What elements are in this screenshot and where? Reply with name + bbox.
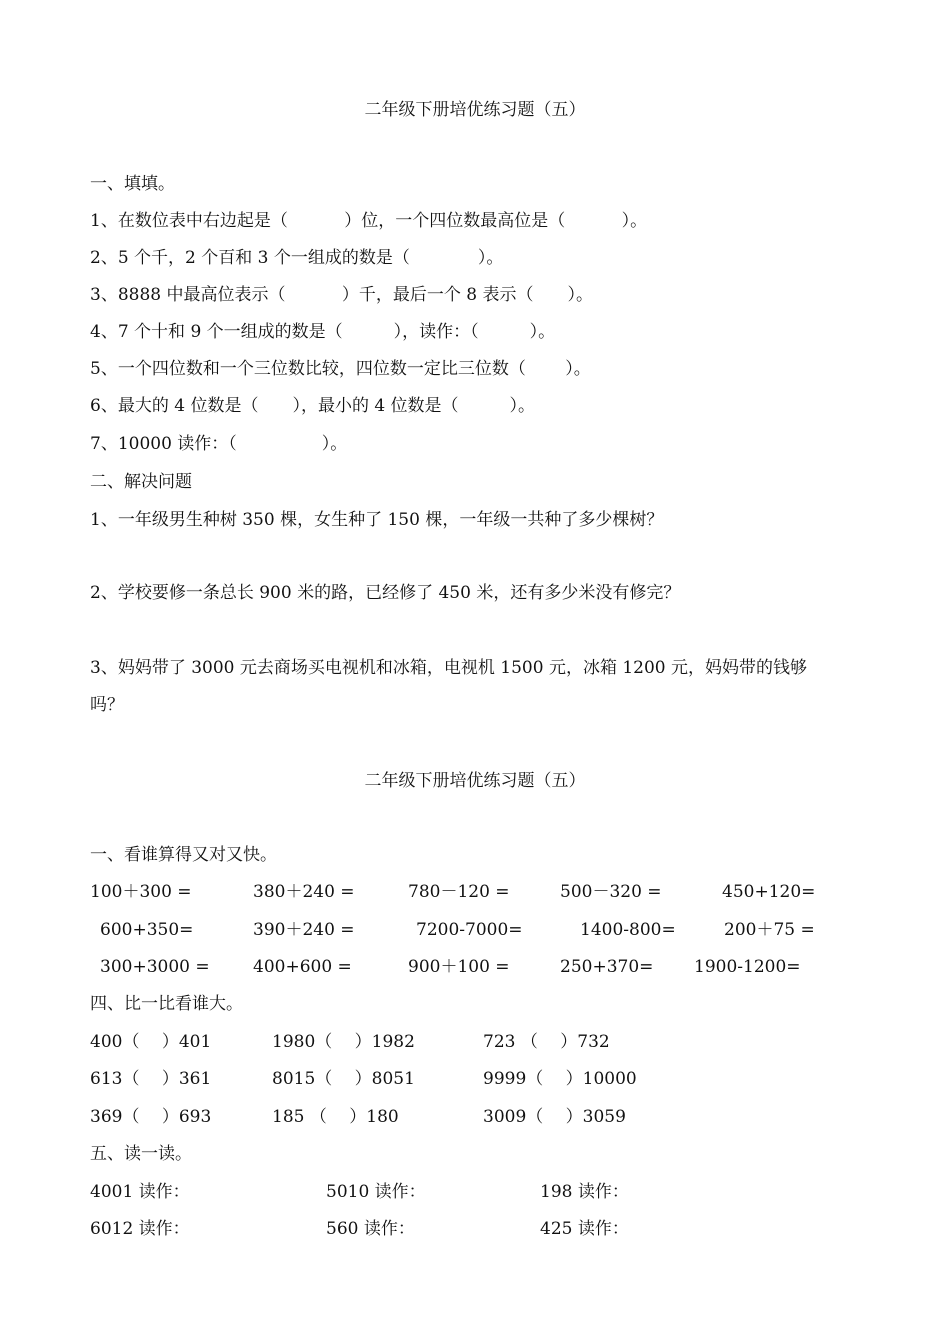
calc-item: 1900-1200= xyxy=(694,957,801,977)
compare-item: 185 （ ）180 xyxy=(272,1107,399,1127)
calc-item: 390＋240 = xyxy=(253,920,355,940)
worksheet-title-1: 二年级下册培优练习题（五） xyxy=(364,100,586,120)
calc-item: 300+3000 = xyxy=(100,957,210,977)
read-item: 4001 读作： xyxy=(90,1182,190,1202)
compare-item: 3009（ ）3059 xyxy=(483,1107,626,1127)
fill-item-3: 3、8888 中最高位表示（ ）千，最后一个 8 表示（ ）。 xyxy=(90,285,594,305)
fill-item-5: 5、一个四位数和一个三位数比较，四位数一定比三位数（ ）。 xyxy=(90,359,591,379)
problem-3-continued: 吗？ xyxy=(90,695,124,715)
calc-item: 450+120= xyxy=(722,882,816,902)
fill-item-1: 1、在数位表中右边起是（ ）位，一个四位数最高位是（ ）。 xyxy=(90,211,648,231)
read-item: 5010 读作： xyxy=(326,1182,426,1202)
calc-heading: 一、看谁算得又对又快。 xyxy=(90,845,277,865)
read-item: 198 读作： xyxy=(540,1182,629,1202)
calc-item: 900＋100 = xyxy=(408,957,510,977)
part2-heading: 二、解决问题 xyxy=(90,472,192,492)
worksheet-title-2: 二年级下册培优练习题（五） xyxy=(364,771,586,791)
read-item: 6012 读作： xyxy=(90,1219,190,1239)
read-item: 560 读作： xyxy=(326,1219,415,1239)
problem-2: 2、学校要修一条总长 900 米的路，已经修了 450 米，还有多少米没有修完？ xyxy=(90,583,681,603)
problem-1: 1、一年级男生种树 350 棵，女生种了 150 棵，一年级一共种了多少棵树？ xyxy=(90,510,664,530)
fill-item-2: 2、5 个千，2 个百和 3 个一组成的数是（ ）。 xyxy=(90,248,504,268)
compare-item: 400（ ）401 xyxy=(90,1032,212,1052)
fill-item-6: 6、最大的 4 位数是（ ），最小的 4 位数是（ ）。 xyxy=(90,396,536,416)
calc-item: 1400-800= xyxy=(580,920,676,940)
fill-item-4: 4、7 个十和 9 个一组成的数是（ ），读作：（ ）。 xyxy=(90,322,556,342)
calc-item: 7200-7000= xyxy=(416,920,523,940)
read-heading: 五、读一读。 xyxy=(90,1144,192,1164)
calc-item: 380＋240 = xyxy=(253,882,355,902)
compare-item: 1980（ ）1982 xyxy=(272,1032,415,1052)
part1-heading: 一、填填。 xyxy=(90,174,175,194)
compare-item: 723 （ ）732 xyxy=(483,1032,610,1052)
calc-item: 600+350= xyxy=(100,920,194,940)
read-item: 425 读作： xyxy=(540,1219,629,1239)
calc-item: 250+370= xyxy=(560,957,654,977)
calc-item: 500－320 = xyxy=(560,882,662,902)
calc-item: 200＋75 = xyxy=(724,920,815,940)
compare-item: 9999（ ）10000 xyxy=(483,1069,637,1089)
fill-item-7: 7、10000 读作：（ ）。 xyxy=(90,434,348,454)
compare-item: 8015（ ）8051 xyxy=(272,1069,415,1089)
calc-item: 100＋300 = xyxy=(90,882,192,902)
calc-item: 780－120 = xyxy=(408,882,510,902)
calc-item: 400+600 = xyxy=(253,957,352,977)
problem-3: 3、妈妈带了 3000 元去商场买电视机和冰箱，电视机 1500 元，冰箱 1200 元，妈妈带的钱够 xyxy=(90,658,808,678)
compare-item: 613（ ）361 xyxy=(90,1069,212,1089)
compare-heading: 四、比一比看谁大。 xyxy=(90,994,243,1014)
compare-item: 369（ ）693 xyxy=(90,1107,212,1127)
